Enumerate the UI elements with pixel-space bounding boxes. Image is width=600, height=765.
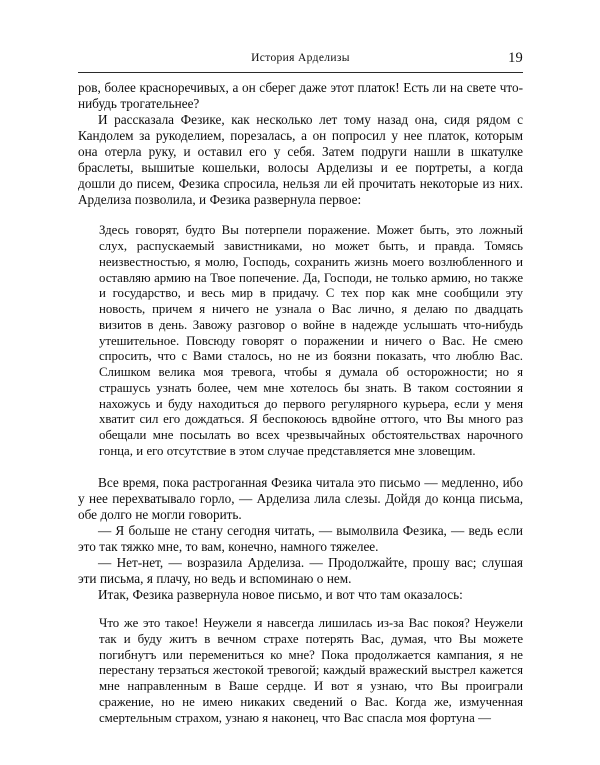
paragraph-dialogue-fezika: — Я больше не стану сегодня читать, — вымолвила Фезика, — ведь если это так тяжко мне, то вам, конечно, намного тяжелее. bbox=[78, 522, 523, 554]
running-head-title: История Арделизы bbox=[251, 52, 350, 64]
paragraph-next-letter-intro: Итак, Фезика развернула новое письмо, и вот что там оказалось: bbox=[98, 586, 463, 602]
quoted-letter-second bbox=[99, 616, 523, 726]
letter-first-text: Здесь говорят, будто Вы потерпели поражение. Может быть, это ложный слух, распускаемый завистниками, но может быть, и правда. Томясь неизвестностью, я молю, Господь, сохранить жизнь моего возлюбленного и оставляю армию на Твое попечение. Да, Господи, не только армию, но также и государство, и весь мир в придачу. С тех пор как мне сообщили эту новость, причем я ничего не узнала о Вас лично, я делаю по двадцать визитов в день. Завожу разговор о войне в надежде услышать что-нибудь утешительное. Повсюду говорят о поражении и ничего о Вас. Не смею спросить, что с Вами сталось, но не из боязни показать, что люблю Вас. Слишком велика моя тревога, чтобы я думала об осторожности; но я страшусь узнать более, чем мне хотелось бы знать. В таком состоянии я нахожусь и буду находиться до первого регулярного курьера, если у меня хватит сил его дождаться. Я беспокоюсь вдвойне оттого, что Вы много раз обещали мне посылать во всех чрезвычайных обстоятельствах нарочного гонца, и его отсутствие в этом случае представляется мне зловещим. bbox=[99, 223, 523, 458]
header-rule bbox=[78, 72, 523, 73]
running-head bbox=[78, 52, 523, 71]
page-number: 19 bbox=[508, 50, 523, 66]
paragraph-fezika-story: И рассказала Фезике, как несколько лет тому назад она, сидя рядом с Кандолем за рукоделием, порезалась, а он попросил у нее платок, которым она отерла руку, и оставил его у себя. Затем подруги нашли в шкатулке браслеты, вышитые кошельки, волосы Арделизы и ее портреты, а когда дошли до писем, Фезика спросила, нельзя ли ей прочитать некоторые из них. Арделиза позволила, и Фезика развернула первое: bbox=[78, 112, 523, 208]
paragraph-continued: ров, более красноречивых, а он сберег даже этот платок! Есть ли на свете что-нибудь трогательнее? bbox=[78, 80, 523, 112]
paragraph-dialogue-ardeliza: — Нет-нет, — возразила Арделиза. — Продолжайте, прошу вас; слушая эти письма, я плачу, но ведь и вспоминаю о нем. bbox=[78, 554, 523, 586]
quoted-letter-first bbox=[99, 223, 523, 459]
letter-second-text: Что же это такое! Неужели я навсегда лишилась из-за Вас покоя? Неужели так и буду житъ в вечном страхе потерять Вас, думая, что Вы можете погибнутъ или перемениться ко мне? Пока продолжается кампания, я не перестану терзаться жестокой тревогой; каждый вражеский выстрел кажется мне направленным в Ваше сердце. И вот я узнаю, что Вы проиграли сражение, но не имею никаких сведений о Вас. Когда же, измученная смертельным страхом, узнаю я наконец, что Вас спасла моя фортуна — bbox=[99, 616, 523, 725]
text-body bbox=[78, 80, 523, 726]
paragraph-reading-aloud: Все время, пока растроганная Фезика читала это письмо — медленно, ибо у нее перехватывало горло, — Арделиза лила слезы. Дойдя до конца письма, обе долго не могли говорить. bbox=[78, 474, 523, 522]
